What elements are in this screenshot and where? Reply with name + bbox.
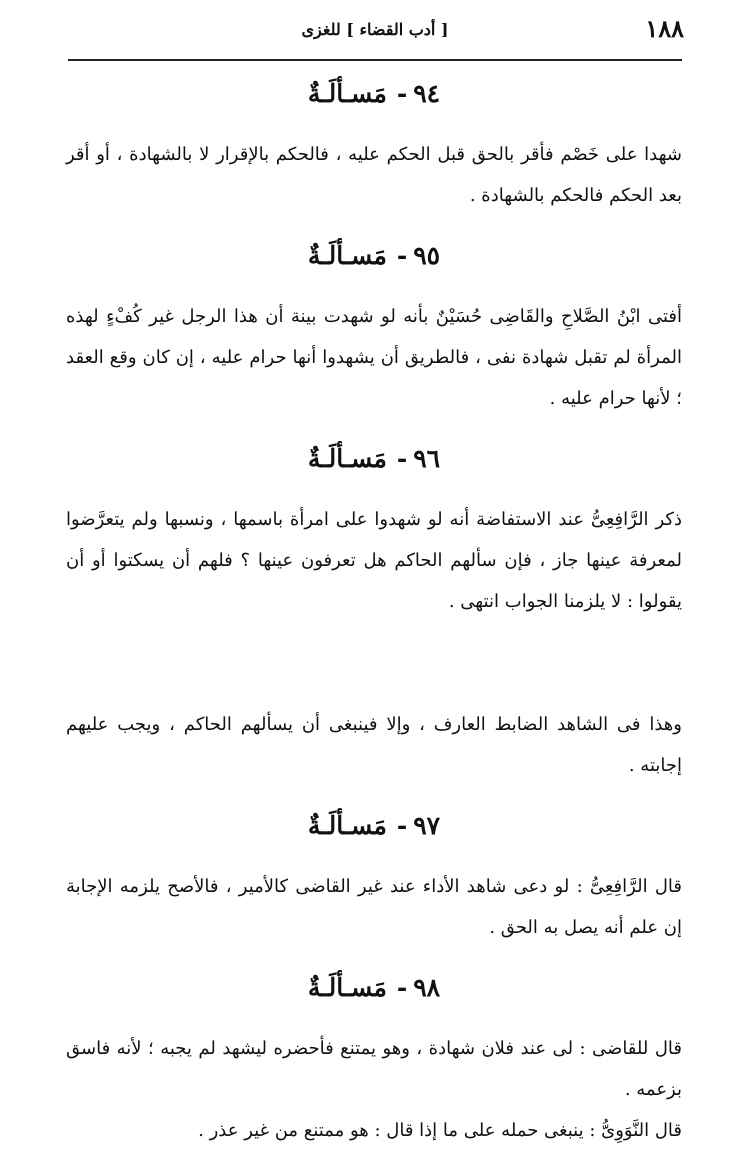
page-number: ١٨٨ [645, 14, 684, 43]
page-content [66, 68, 682, 1151]
section-paragraph: قال الرَّافِعِىُّ : لو دعى شاهد الأداء عند غير القاضى كالأمير ، فالأصح يلزمه الإجابة إن علم أنه يصل به الحق . [66, 876, 682, 938]
section-title: مَسـألَـةٌ [307, 973, 387, 1002]
section-paragraph: أفتى ابْنُ الصَّلاحِ والقَاضِى حُسَيْنٌ بأنه لو شهدت بينة أن هذا الرجل غير كُفْءٍ لهذه المرأة لم تقبل شهادة نفى ، فالطريق أن يشهدوا أنها حرام عليه ، إن كان وقع العقد ؛ لأنها حرام عليه . [66, 306, 682, 409]
section-paragraph: قال للقاضى : لى عند فلان شهادة ، وهو يمتنع فأحضره ليشهد لم يجبه ؛ لأنه فاسق بزعمه . [66, 1038, 682, 1100]
section-heading: ٩٧-مَسـألَـةٌ [307, 811, 441, 840]
section-heading: ٩٨-مَسـألَـةٌ [307, 973, 441, 1002]
blank-space [66, 622, 682, 704]
section-paragraph: شهدا على خَصْم فأقر بالحق قبل الحكم عليه ، فالحكم بالإقرار لا بالشهادة ، أو أقر بعد الحكم فالحكم بالشهادة . [66, 144, 682, 206]
section-title: مَسـألَـةٌ [307, 444, 387, 473]
section-number: ٩٤ [413, 79, 441, 108]
section-number: ٩٥ [413, 241, 441, 270]
header-rule [68, 59, 682, 61]
page-header [66, 12, 684, 52]
section-title: مَسـألَـةٌ [307, 241, 387, 270]
section-paragraph: ذكر الرَّافِعِىُّ عند الاستفاضة أنه لو شهدوا على امرأة باسمها ، ونسبها ولم يتعرَّضوا لمعرفة عينها جاز ، فإن سألهم الحاكم هل تعرفون عينها ؟ فلهم أن يسكتوا أو أن يقولوا : لا يلزمنا الجواب انتهى . [66, 509, 682, 612]
section-title: مَسـألَـةٌ [307, 811, 387, 840]
running-title: [ أدب القضاء ] للغزى [301, 20, 449, 39]
section-number: ٩٨ [413, 973, 441, 1002]
section-paragraph: قال النَّوَوِىُّ : ينبغى حمله على ما إذا قال : هو ممتنع من غير عذر . [198, 1120, 682, 1141]
section-paragraph: وهذا فى الشاهد الضابط العارف ، وإلا فينبغى أن يسألهم الحاكم ، ويجب عليهم إجابته . [66, 714, 682, 776]
section-number: ٩٧ [413, 811, 441, 840]
section-heading: ٩٤-مَسـألَـةٌ [307, 79, 441, 108]
section-heading: ٩٥-مَسـألَـةٌ [307, 241, 441, 270]
section-title: مَسـألَـةٌ [307, 79, 387, 108]
section-number: ٩٦ [413, 444, 441, 473]
section-heading: ٩٦-مَسـألَـةٌ [307, 444, 441, 473]
